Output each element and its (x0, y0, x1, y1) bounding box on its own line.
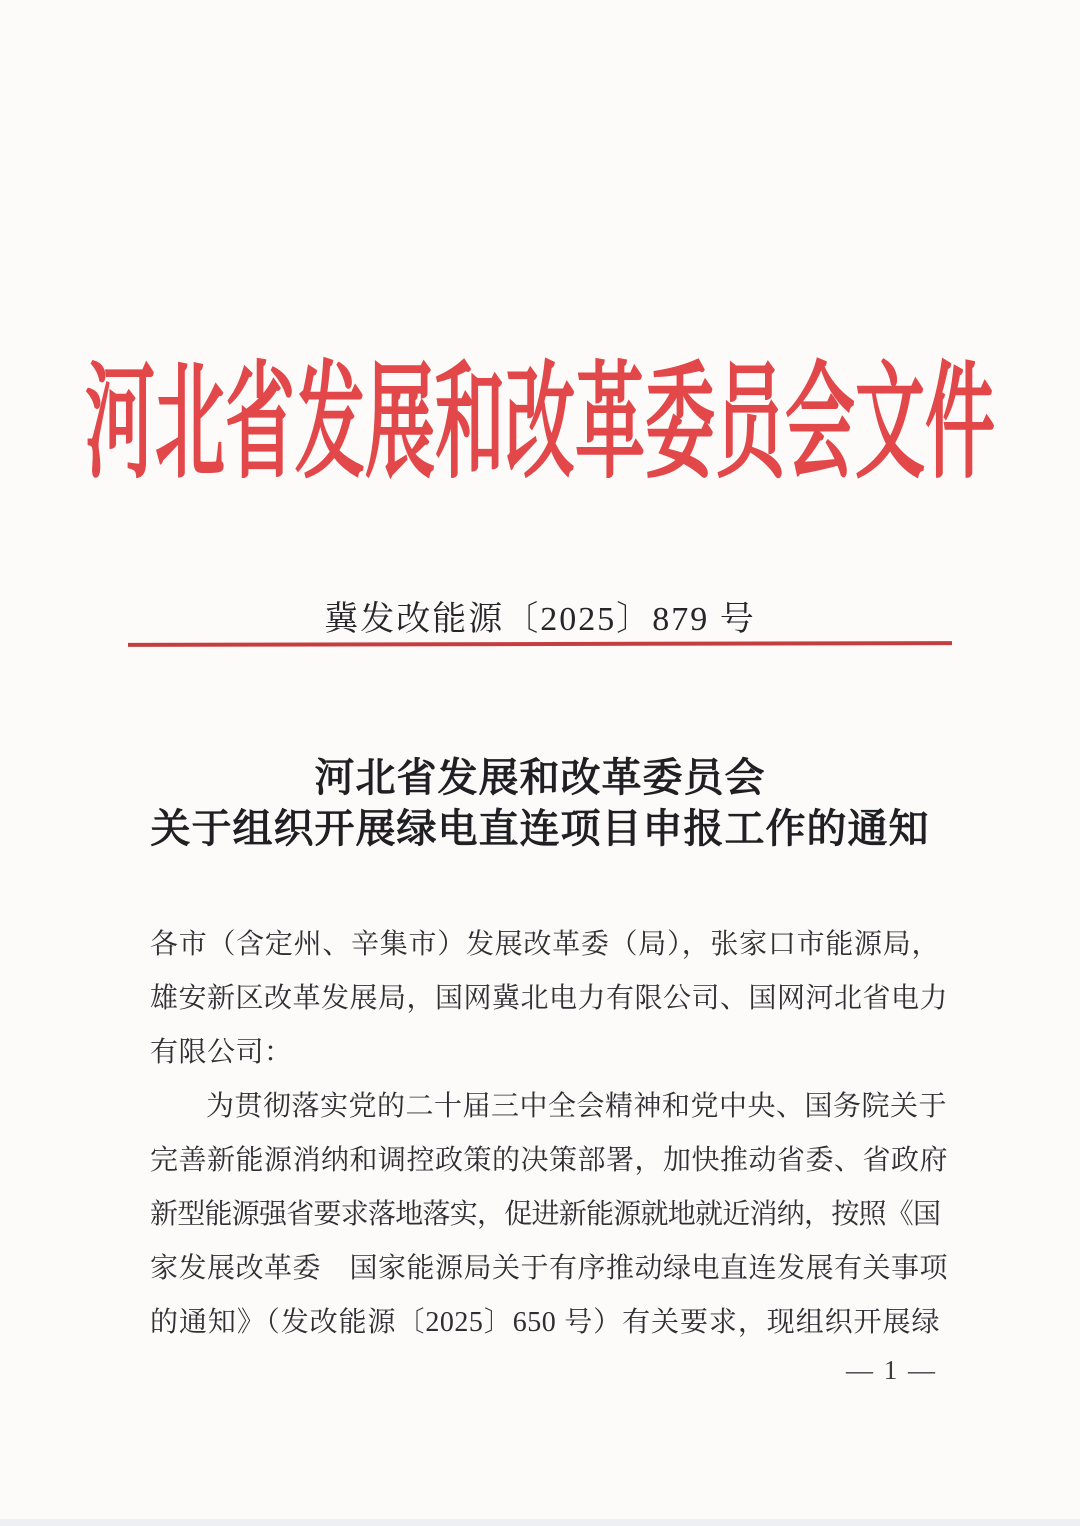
body-line-2: 完善新能源消纳和调控政策的决策部署，加快推动省委、省政府 (150, 1145, 949, 1176)
body-line-1: 为贯彻落实党的二十届三中全会精神和党中央、国务院关于 (206, 1091, 948, 1122)
doc-title-line-1: 河北省发展和改革委员会 (314, 755, 766, 800)
body-line-4: 家发展改革委 国家能源局关于有序推动绿电直连发展有关事项 (150, 1253, 949, 1284)
salutation-line-3: 有限公司： (150, 1037, 293, 1068)
salutation-line-1: 各市（含定州、辛集市）发展改革委（局），张家口市能源局， (150, 929, 940, 960)
doc-number: 冀发改能源〔2025〕879 号 (324, 601, 756, 638)
agency-banner: 河北省发展和改革委员会文件 (85, 356, 995, 495)
page-number: — 1 — (846, 1355, 937, 1385)
salutation (150, 918, 949, 1080)
red-divider-line (128, 641, 952, 647)
scan-edge-shadow (0, 1519, 1080, 1526)
body-line-3: 新型能源强省要求落地落实，促进新能源就地就近消纳，按照《国 (150, 1199, 940, 1230)
body-line-5: 的通知》（发改能源〔2025〕650 号）有关要求，现组织开展绿 (150, 1307, 940, 1338)
salutation-line-2: 雄安新区改革发展局，国网冀北电力有限公司、国网河北省电力 (150, 983, 949, 1014)
body-paragraph (150, 1080, 949, 1350)
doc-title (0, 752, 1080, 854)
doc-title-line-2: 关于组织开展绿电直连项目申报工作的通知 (150, 806, 930, 851)
